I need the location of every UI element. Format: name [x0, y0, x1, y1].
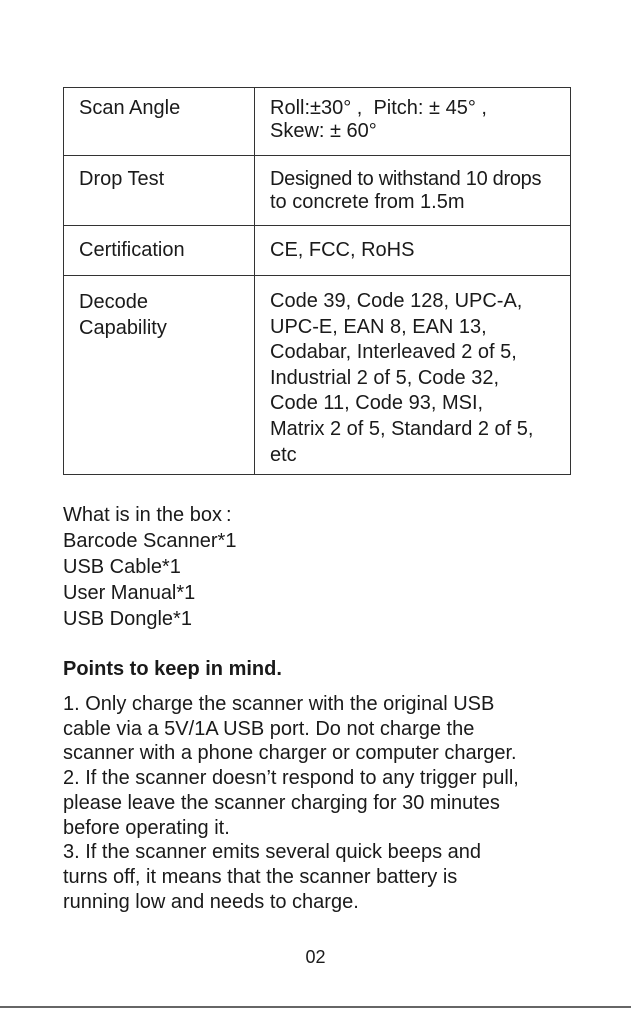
notes-line: turns off, it means that the scanner battery is — [63, 865, 458, 888]
spec-table — [63, 87, 571, 475]
notes-line: scanner with a phone charger or computer charger. — [63, 742, 517, 765]
spec-label — [64, 88, 255, 156]
box-contents-heading: What is in the box : — [63, 504, 232, 526]
spec-value-line: Matrix 2 of 5, Standard 2 of 5, — [270, 417, 534, 440]
spec-value — [255, 276, 571, 475]
page-number: 02 — [305, 947, 326, 967]
spec-label — [64, 226, 255, 276]
spec-value-line: etc — [270, 443, 297, 466]
notes-body — [63, 692, 583, 914]
spec-label-line: Decode — [79, 291, 148, 313]
spec-value — [255, 156, 571, 226]
spec-value-line: Code 39, Code 128, UPC-A, — [270, 290, 523, 312]
spec-value-line: Skew: ± 60° — [270, 120, 377, 142]
spec-value — [255, 226, 571, 276]
spec-label — [64, 276, 255, 475]
notes-line: before operating it. — [63, 816, 230, 839]
spec-value-line: Industrial 2 of 5, Code 32, — [270, 366, 500, 389]
spec-value-line: Codabar, Interleaved 2 of 5, — [270, 341, 517, 364]
spec-row-scan-angle — [64, 88, 571, 156]
spec-value-line: UPC-E, EAN 8, EAN 13, — [270, 315, 487, 338]
notes-line: cable via a 5V/1A USB port. Do not charge the — [63, 717, 475, 740]
spec-label-line: Certification — [79, 239, 185, 261]
page-bottom-divider — [0, 1006, 631, 1008]
notes-line: please leave the scanner charging for 30 minutes — [63, 791, 500, 814]
spec-label-line: Scan Angle — [79, 97, 181, 119]
notes-line: running low and needs to charge. — [63, 890, 359, 913]
spec-value-line: Code 11, Code 93, MSI, — [270, 392, 484, 415]
box-contents-item: Barcode Scanner*1 — [63, 530, 237, 552]
spec-value-line: Designed to withstand 10 drops — [270, 168, 542, 190]
box-contents-item: USB Dongle*1 — [63, 608, 192, 630]
box-contents — [63, 502, 236, 632]
spec-row-decode-capability — [64, 276, 571, 475]
spec-label-line: Capability — [79, 317, 167, 339]
spec-value-line: to concrete from 1.5m — [270, 191, 465, 213]
spec-row-drop-test — [64, 156, 571, 226]
box-contents-item: User Manual*1 — [63, 582, 196, 604]
spec-value-line: CE, FCC, RoHS — [270, 239, 415, 261]
spec-row-certification — [64, 226, 571, 276]
box-contents-item: USB Cable*1 — [63, 556, 181, 578]
spec-value — [255, 88, 571, 156]
spec-label-line: Drop Test — [79, 168, 165, 190]
spec-value-line: Roll:±30° , Pitch: ± 45° , — [270, 97, 487, 119]
notes-line: 2. If the scanner doesn’t respond to any trigger pull, — [63, 767, 519, 790]
notes-line: 1. Only charge the scanner with the original USB — [63, 693, 495, 715]
notes-title: Points to keep in mind. — [63, 658, 282, 680]
notes-line: 3. If the scanner emits several quick beeps and — [63, 841, 482, 864]
spec-label — [64, 156, 255, 226]
